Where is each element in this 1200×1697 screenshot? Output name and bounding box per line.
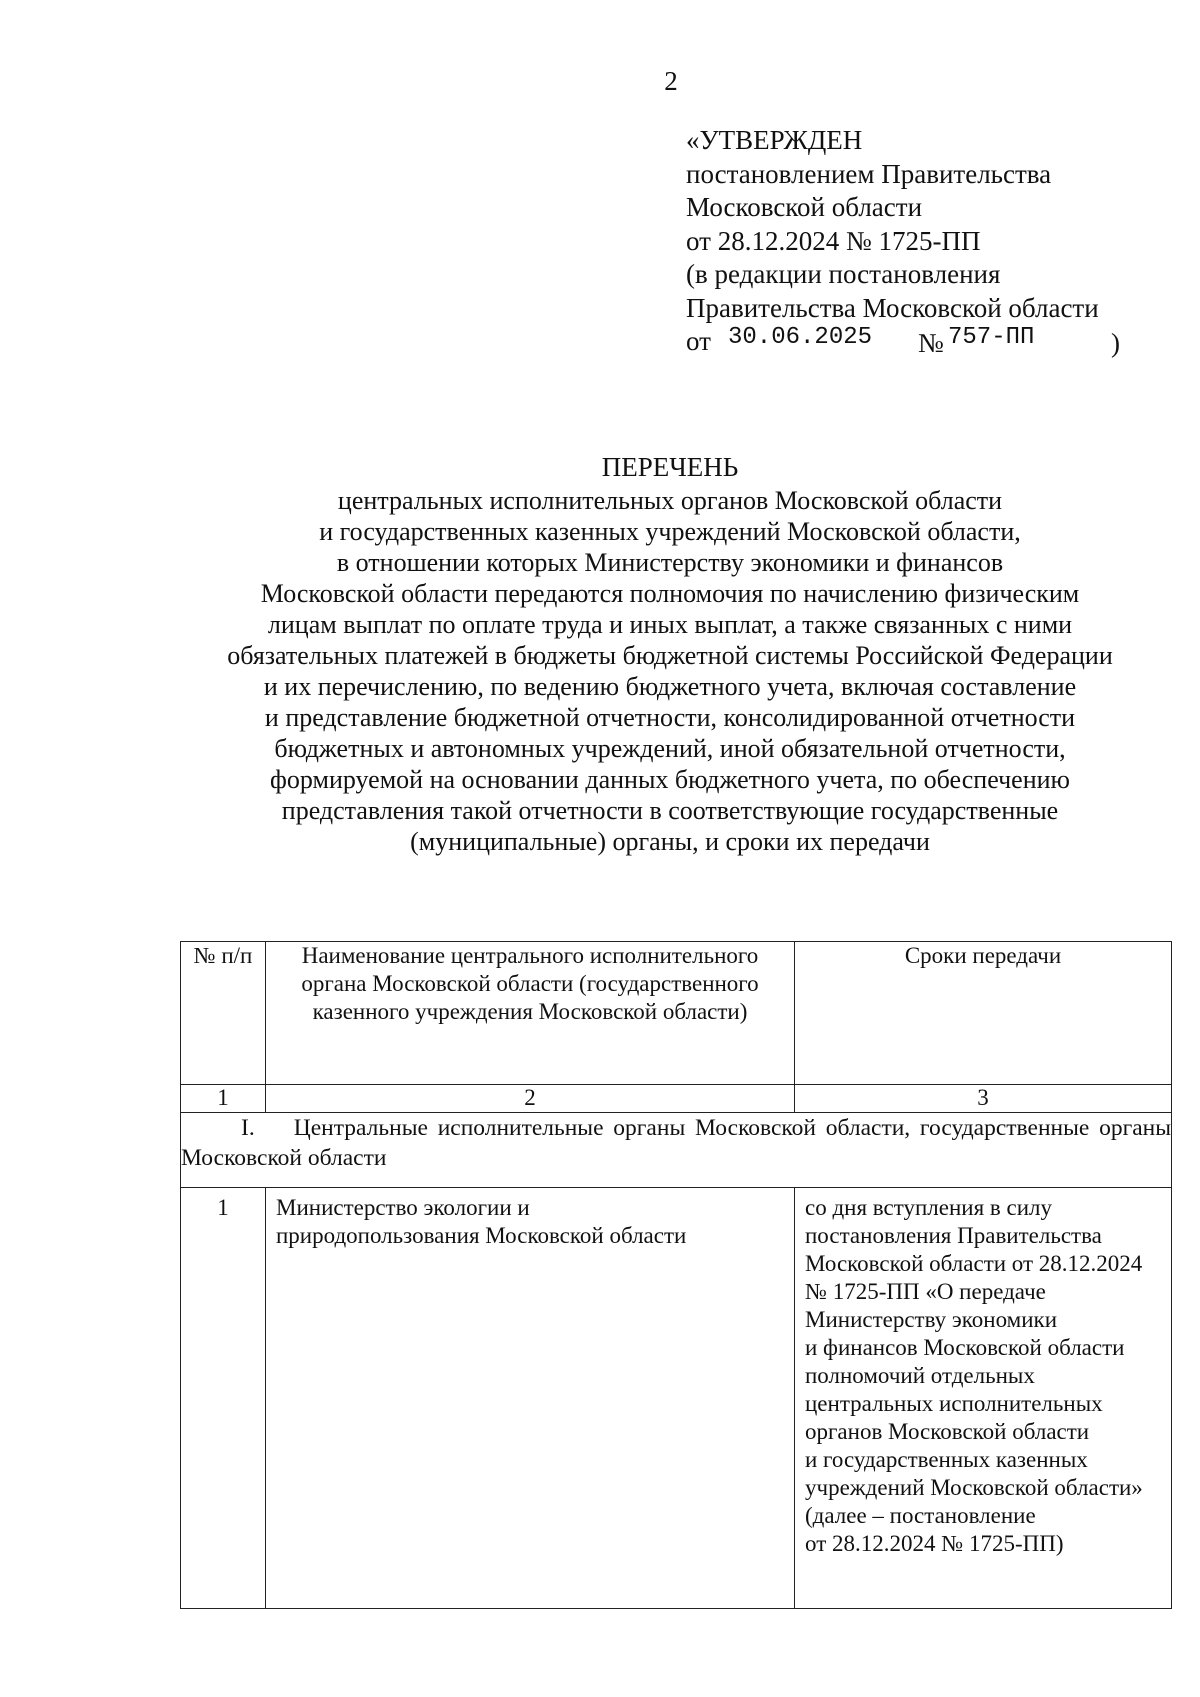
title-line: бюджетных и автономных учреждений, иной обязательной отчетности, [274, 734, 1066, 763]
section-text: Центральные исполнительные органы Московской области, государственные органы Московской области [181, 1115, 1172, 1171]
row-name-line: Министерство экологии и [276, 1195, 530, 1220]
row-term-line: Московской области от 28.12.2024 [805, 1251, 1143, 1276]
approval-line: Правительства Московской области [686, 292, 1099, 323]
date-prefix: от [686, 326, 711, 356]
row-term-line: органов Московской области [805, 1419, 1090, 1444]
title-line: Московской области передаются полномочия по начислению физическим [260, 579, 1080, 608]
title-line: в отношении которых Министерству экономики и финансов [336, 548, 1004, 577]
page-number: 2 [664, 66, 678, 96]
title-heading: ПЕРЕЧЕНЬ [601, 452, 739, 482]
row-term-line: и государственных казенных [805, 1447, 1088, 1472]
amendment-number: 757-ПП [948, 324, 1035, 351]
column-numbers-row [181, 1085, 1172, 1113]
row-term-line: (далее – постановление [805, 1503, 1036, 1528]
row-term-line: от 28.12.2024 № 1725-ПП) [805, 1531, 1064, 1556]
row-name [266, 1188, 795, 1609]
title-line: центральных исполнительных органов Московской области [337, 486, 1003, 515]
title-line: представления такой отчетности в соответствующие государственные [281, 796, 1059, 825]
title-line: обязательных платежей в бюджеты бюджетной системы Российской Федерации [227, 641, 1113, 670]
closing-parenthesis: ) [1111, 328, 1120, 358]
row-term-line: со дня вступления в силу [805, 1195, 1053, 1220]
column-number: 2 [266, 1085, 795, 1113]
approval-line: «УТВЕРЖДЕН [686, 125, 863, 155]
header-term: Сроки передачи [795, 942, 1172, 1085]
column-number: 1 [181, 1085, 266, 1113]
title-line: и их перечислению, по ведению бюджетного учета, включая составление [263, 672, 1077, 701]
row-term-line: постановления Правительства [805, 1223, 1102, 1248]
title-line: (муниципальные) органы, и сроки их передачи [410, 827, 930, 856]
row-term-line: Министерству экономики [805, 1307, 1058, 1332]
registry-table [180, 941, 1172, 1609]
document-title [170, 452, 1170, 857]
header-number: № п/п [181, 942, 266, 1085]
row-term-line: и финансов Московской области [805, 1335, 1125, 1360]
approval-line: постановлением Правительства [686, 158, 1052, 189]
title-line: и представление бюджетной отчетности, консолидированной отчетности [264, 703, 1076, 732]
table-row [181, 1188, 1172, 1609]
row-term-line: № 1725-ПП «О передаче [805, 1279, 1046, 1304]
table-header-row [181, 942, 1172, 1085]
section-row [181, 1113, 1172, 1188]
section-numeral: I. [241, 1115, 255, 1141]
row-number: 1 [181, 1188, 266, 1609]
row-term-line: полномочий отдельных [805, 1363, 1035, 1388]
approval-line: Московской области [686, 192, 923, 222]
approval-stamp [686, 124, 1120, 359]
approval-line: от 28.12.2024 № 1725-ПП [686, 225, 981, 256]
row-term-line: учреждений Московской области» [805, 1475, 1143, 1500]
title-line: формируемой на основании данных бюджетного учета, по обеспечению [270, 765, 1070, 794]
title-line: лицам выплат по оплате труда и иных выплат, а также связанных с ними [267, 610, 1073, 639]
row-name-line: природопользования Московской области [276, 1223, 687, 1248]
header-name: Наименование центрального исполнительного органа Московской области (государственного казенного учреждения Московской области) [266, 942, 795, 1085]
title-line: и государственных казенных учреждений Московской области, [319, 517, 1021, 546]
row-term-line: центральных исполнительных [805, 1391, 1103, 1416]
approval-line: (в редакции постановления [686, 259, 1001, 289]
amendment-date-line [686, 324, 1120, 359]
column-number: 3 [795, 1085, 1172, 1113]
amendment-date: 30.06.2025 [728, 324, 873, 351]
section-heading [181, 1113, 1172, 1188]
number-prefix: № [918, 328, 944, 358]
row-term [795, 1188, 1172, 1609]
